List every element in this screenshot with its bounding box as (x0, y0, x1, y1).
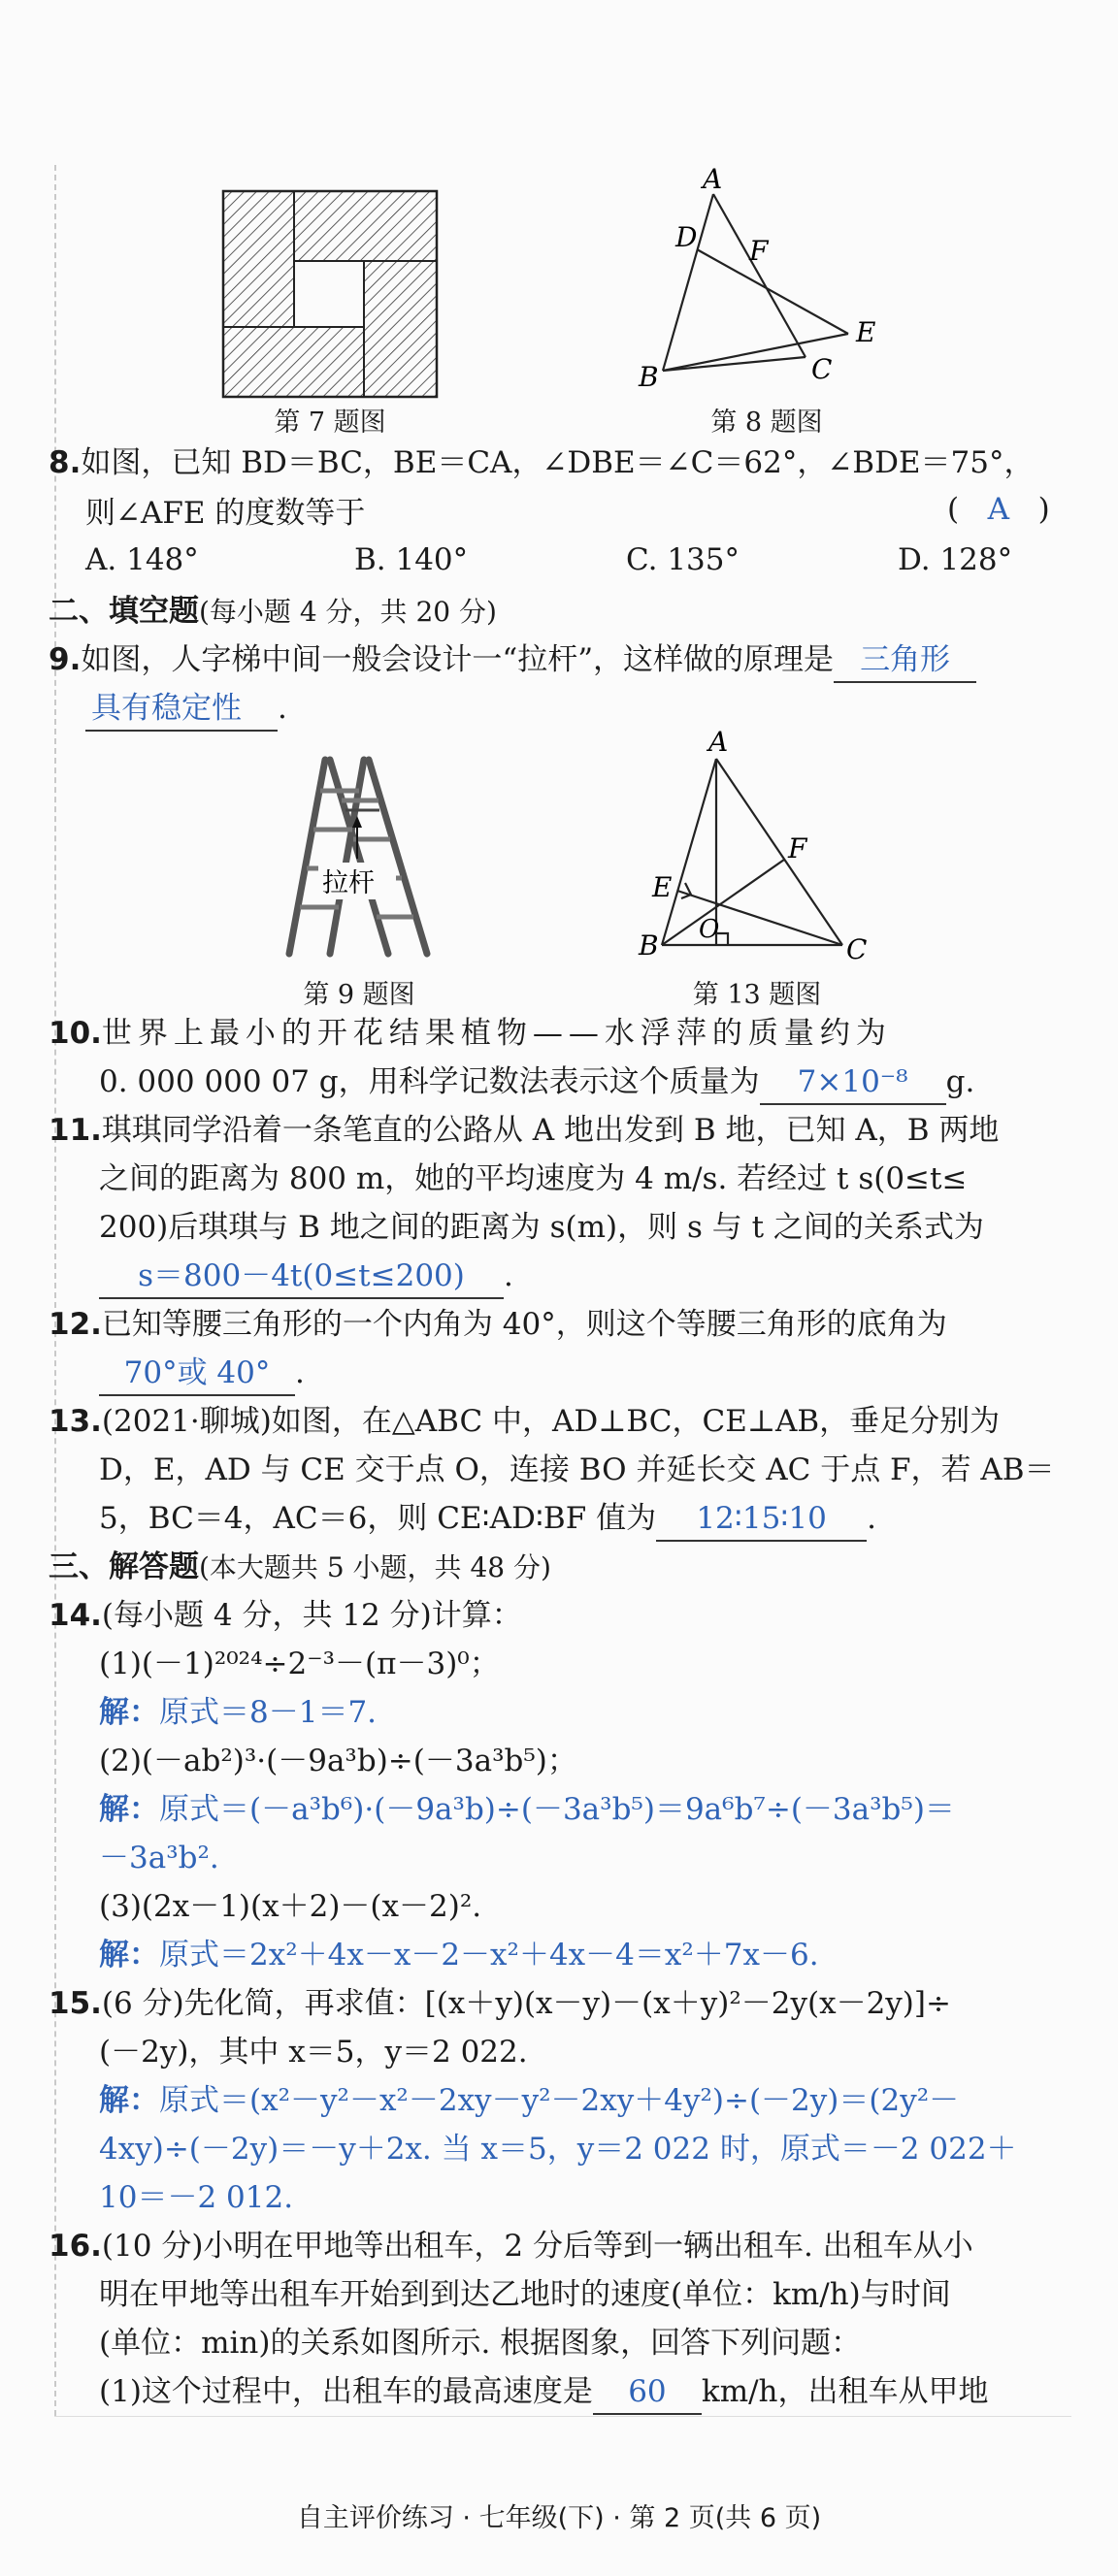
q13-line2: D，E，AD 与 CE 交于点 O，连接 BO 并延长交 AC 于点 F，若 AB＝ (99, 1452, 1055, 1487)
q15-solution3: 10＝－2 012. (99, 2180, 294, 2215)
figure-7-caption: 第 7 题图 (274, 408, 386, 438)
binding-margin-line (54, 165, 56, 2416)
q12-answer: 70°或 40° (99, 1352, 295, 1396)
q12-line1: 12.已知等腰三角形的一个内角为 40°，则这个等腰三角形的底角为 (49, 1307, 947, 1342)
q13-answer: 12∶15∶10 (656, 1497, 867, 1542)
q8-option-b: B. 140° (354, 542, 469, 577)
q16-part1: (1)这个过程中，出租车的最高速度是 60 km/h，出租车从甲地 (99, 2370, 1071, 2415)
q16-line3: (单位：min)的关系如图所示. 根据图象，回答下列问题： (99, 2326, 862, 2361)
q16-line2: 明在甲地等出租车开始到到达乙地时的速度(单位：km/h)与时间 (99, 2277, 951, 2312)
q9-answer-part1: 三角形 (834, 638, 976, 683)
figure-13-caption: 第 13 题图 (692, 980, 822, 1010)
q9-answer-part2: 具有稳定性 (85, 687, 278, 732)
figure-9 (272, 752, 446, 961)
q15-solution2: 4xy)÷(－2y)＝－y＋2x. 当 x＝5，y＝2 022 时，原式＝－2 022＋ (99, 2132, 1017, 2167)
q11-line1: 11.琪琪同学沿着一条笔直的公路从 A 地出发到 B 地，已知 A，B 两地 (49, 1113, 1000, 1148)
section-3-heading: 三、解答题(本大题共 5 小题，共 48 分) (49, 1549, 551, 1584)
q15-line2: (－2y)，其中 x＝5，y＝2 022. (99, 2035, 528, 2070)
section-2-heading: 二、填空题(每小题 4 分，共 20 分) (49, 594, 497, 629)
label-D: D (675, 221, 698, 253)
q8-option-a: A. 148° (85, 542, 199, 577)
q16-answer: 60 (593, 2370, 702, 2415)
label-F: F (749, 235, 769, 267)
q10-answer: 7×10⁻⁸ (760, 1060, 946, 1105)
q13-line1: 13.(2021·聊城)如图，在△ABC 中，AD⊥BC，CE⊥AB，垂足分别为 (49, 1404, 1001, 1439)
figure-9-label: 拉杆 (322, 868, 375, 898)
q8-line2: 则∠AFE 的度数等于 (85, 496, 366, 531)
q9-line2: 具有稳定性 . (85, 687, 1071, 732)
figure-8-caption: 第 8 题图 (710, 408, 823, 438)
figure-9-caption: 第 9 题图 (303, 980, 415, 1010)
q15-solution1: 解：原式＝(x²－y²－x²－2xy－y²－2xy＋4y²)÷(－2y)＝(2y²－ (99, 2083, 960, 2118)
q14-solution2a: 解：原式＝(－a³b⁶)·(－9a³b)÷(－3a³b⁵)＝9a⁶b⁷÷(－3a³b⁵)＝ (99, 1792, 955, 1827)
label-C: C (811, 353, 833, 385)
q14-part3: (3)(2x－1)(x＋2)－(x－2)². (99, 1889, 482, 1924)
q14-solution3: 解：原式＝2x²＋4x－x－2－x²＋4x－4＝x²＋7x－6. (99, 1938, 819, 1973)
label-A: A (703, 167, 723, 195)
q9-line1: 9.如图，人字梯中间一般会设计一“拉杆”，这样做的原理是 三角形 (49, 638, 1071, 683)
label-B-13: B (639, 929, 659, 962)
bottom-rule (54, 2416, 1071, 2417)
q12-line2: 70°或 40° . (99, 1352, 1071, 1396)
label-E: E (856, 316, 876, 348)
q14-part2: (2)(－ab²)³·(－9a³b)÷(－3a³b⁵)； (99, 1744, 577, 1778)
q10-line2: 0. 000 000 07 g，用科学记数法表示这个质量为 7×10⁻⁸ g. (99, 1060, 1071, 1105)
q14-intro: 14.(每小题 4 分，共 12 分)计算： (49, 1598, 522, 1633)
q13-line3: 5，BC＝4，AC＝6，则 CE∶AD∶BF 值为 12∶15∶10 . (99, 1497, 1071, 1542)
figure-7 (221, 189, 439, 399)
label-B: B (639, 361, 659, 393)
figure-8 (631, 167, 903, 400)
page-footer: 自主评价练习 · 七年级(下) · 第 2 页(共 6 页) (296, 2503, 822, 2533)
label-E-13: E (652, 871, 673, 903)
q11-line4: s＝800－4t(0≤t≤200) . (99, 1255, 1071, 1299)
q8-option-c: C. 135° (626, 542, 740, 577)
q11-line2: 之间的距离为 800 m，她的平均速度为 4 m/s. 若经过 t s(0≤t≤ (99, 1161, 968, 1196)
label-A-13: A (708, 730, 729, 758)
q8-answer: A (987, 492, 1010, 527)
q8-option-d: D. 128° (898, 542, 1013, 577)
figure-13 (631, 730, 883, 967)
q11-line3: 200)后琪琪与 B 地之间的距离为 s(m)，则 s 与 t 之间的关系式为 (99, 1210, 984, 1245)
label-F-13: F (788, 832, 807, 864)
q14-solution1: 解：原式＝8－1＝7. (99, 1695, 378, 1730)
label-O-13: O (699, 915, 720, 944)
q14-solution2b: －3a³b². (99, 1841, 219, 1875)
q15-line1: 15.(6 分)先化简，再求值：[(x＋y)(x－y)－(x＋y)²－2y(x－2y)]÷ (49, 1986, 951, 2021)
q8-line1: 8.如图，已知 BD＝BC，BE＝CA，∠DBE＝∠C＝62°，∠BDE＝75°， (49, 445, 1035, 480)
q14-part1: (1)(－1)²⁰²⁴÷2⁻³－(π－3)⁰； (99, 1647, 500, 1681)
q16-line1: 16.(10 分)小明在甲地等出租车，2 分后等到一辆出租车. 出租车从小 (49, 2229, 973, 2264)
q11-answer: s＝800－4t(0≤t≤200) (99, 1255, 504, 1299)
q8-answer-paren: ( A ) (947, 492, 1050, 527)
label-C-13: C (846, 933, 868, 965)
q10-line1: 10.世界上最小的开花结果植物——水浮萍的质量约为 (49, 1016, 892, 1051)
